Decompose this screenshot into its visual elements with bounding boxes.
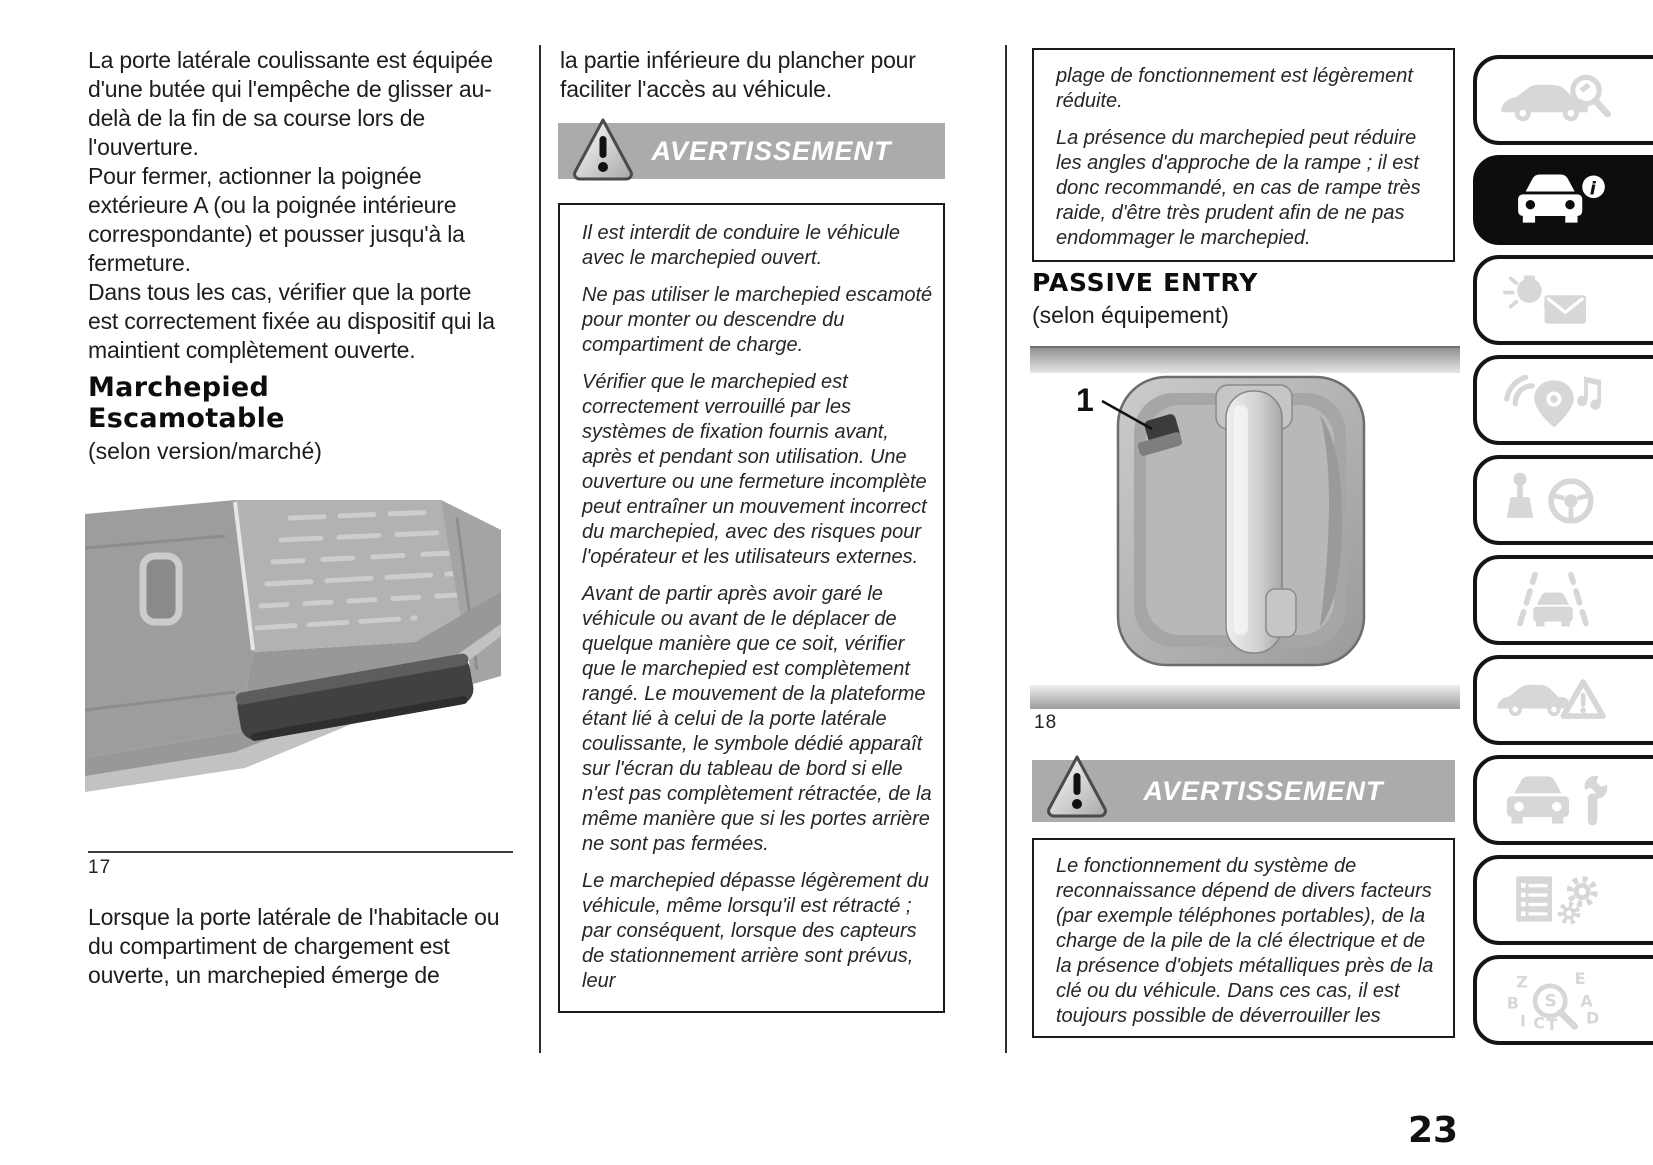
sidebar-tab-servicing: [1473, 755, 1653, 845]
figure-18-caption: 18: [1034, 712, 1058, 733]
sidebar-tab-infotainment: [1473, 355, 1653, 445]
infotainment-navigation-icon: [1489, 367, 1617, 433]
warning-paragraph: Avant de partir après avoir garé le véhicule ou avant de le déplacer de quelque manière que ce soit, vérifier que le marchepied est complètement rangé. Le mouvement de la plateforme étant lié à celui de la porte latérale coulissante, le symbole dédié apparaît sur l'écran du tableau de bord si elle n'est pas complètement rétractée, de la même manière que si les portes arrière ne sont pas fermées.: [582, 583, 932, 855]
gear-lever-steering-wheel-icon: [1489, 467, 1617, 533]
figure-17-retractable-step-image: [85, 500, 501, 800]
page-number: 23: [1408, 1110, 1459, 1151]
warning-paragraph: plage de fonctionnement est légèrement réduite.: [1056, 65, 1413, 112]
paragraph: Lorsque la porte latérale de l'habitacle ou du compartiment de chargement est ouverte, un marchepied émerge de: [88, 904, 500, 988]
car-magnifier-icon: [1489, 67, 1617, 133]
paragraph: Dans tous les cas, vérifier que la porte est correctement fixée au dispositif qui la maintient complètement ouverte.: [88, 279, 495, 363]
column-divider: [1005, 45, 1007, 1053]
warning-light-message-icon: [1489, 267, 1617, 333]
svg-text:i: i: [1589, 178, 1596, 200]
section-heading-marchepied: Marchepied Escamotable: [88, 372, 285, 434]
sidebar-tab-starting-driving: [1473, 455, 1653, 545]
warning-paragraph: Le fonctionnement du système de reconnaissance dépend de divers facteurs (par exemple téléphones portables), de la charge de la pile de la clé électrique et de la présence d'objets métalliques près de la clé ou du véhicule. Dans ces cas, il est toujours possible de déverrouiller les: [1056, 855, 1434, 1027]
warning-banner: [558, 123, 945, 179]
column-divider: [539, 45, 541, 1053]
paragraph: Pour fermer, actionner la poignée extérieure A (ou la poignée intérieure correspondante) et pousser jusqu'à la fermeture.: [88, 163, 465, 276]
warning-triangle-icon: [568, 114, 638, 186]
col1-text-block: [88, 46, 502, 365]
warning-paragraph: La présence du marchepied peut réduire les angles d'approche de la rampe ; il est donc recommandé, en cas de rampe très raide, d'être très prudent afin de ne pas endommager le marchepied.: [1056, 127, 1421, 249]
svg-text:C: C: [1533, 1013, 1545, 1033]
car-warning-triangle-icon: [1489, 667, 1617, 733]
warning-banner: [1032, 760, 1455, 822]
svg-text:D: D: [1586, 1008, 1600, 1028]
sidebar-tab-technical-data: [1473, 855, 1653, 945]
svg-text:S: S: [1544, 991, 1557, 1012]
sidebar-tab-warning-lights-messages: [1473, 255, 1653, 345]
svg-text:I: I: [1520, 1011, 1526, 1031]
sidebar-tab-index: [1473, 955, 1653, 1045]
svg-text:B: B: [1506, 993, 1520, 1013]
car-wrench-icon: [1489, 767, 1617, 833]
figure-18-door-handle-image: [1030, 345, 1460, 711]
warning-banner-title: AVERTISSEMENT: [651, 135, 892, 166]
sidebar-tab-vehicle-overview: [1473, 55, 1653, 145]
warning-paragraph: Ne pas utiliser le marchepied escamoté pour monter ou descendre du compartiment de charge.: [582, 284, 933, 356]
spec-list-gears-icon: [1489, 867, 1617, 933]
warning-paragraph: Le marchepied dépasse légèrement du véhicule, même lorsqu'il est rétracté ; par conséquent, lorsque des capteurs de stationnement arrière sont prévus, leur: [582, 870, 929, 992]
warning-banner-title: AVERTISSEMENT: [1143, 775, 1384, 806]
sidebar-tab-driver-assistance: [1473, 555, 1653, 645]
svg-text:T: T: [1546, 1015, 1558, 1033]
warning-text-box: [1032, 838, 1455, 1038]
section-subheading: (selon version/marché): [88, 438, 322, 464]
sidebar-tab-getting-to-know-vehicle: [1473, 155, 1653, 245]
sidebar-tab-emergency: [1473, 655, 1653, 745]
paragraph: La porte latérale coulissante est équipée d'une butée qui l'empêche de glisser au-delà de la fin de sa course lors de l'ouverture.: [88, 47, 493, 160]
warning-text-box-continued: [1032, 48, 1455, 262]
figure-17-caption: 17: [88, 857, 112, 878]
svg-text:A: A: [1580, 991, 1593, 1011]
lane-assist-car-icon: [1489, 567, 1617, 633]
col2-intro-text: [560, 46, 946, 104]
warning-text-box: [558, 203, 945, 1013]
alphabetical-index-icon: [1489, 967, 1617, 1033]
figure-18-callout-1: 1: [1076, 382, 1094, 418]
warning-paragraph: Vérifier que le marchepied est correctement verrouillé par les systèmes de fixation fournis avant, après et pendant son utilisation. Une ouverture ou une fermeture incomplète peut entraîner un mouvement incorrect du marchepied, avec des risques pour l'opérateur et les utilisateurs externes.: [582, 371, 927, 568]
figure-17-rule: [88, 851, 513, 853]
section-subheading: (selon équipement): [1032, 302, 1229, 328]
svg-text:Z: Z: [1516, 972, 1528, 992]
car-info-icon: [1489, 167, 1617, 233]
warning-triangle-icon: [1042, 751, 1112, 823]
warning-paragraph: Il est interdit de conduire le véhicule avec le marchepied ouvert.: [582, 222, 900, 269]
section-heading-passive-entry: PASSIVE ENTRY: [1032, 268, 1259, 297]
col1-continuation-text: [88, 903, 508, 990]
paragraph: la partie inférieure du plancher pour faciliter l'accès au véhicule.: [560, 47, 916, 102]
svg-text:E: E: [1574, 968, 1586, 988]
chapter-tab-sidebar: [1473, 55, 1653, 1045]
